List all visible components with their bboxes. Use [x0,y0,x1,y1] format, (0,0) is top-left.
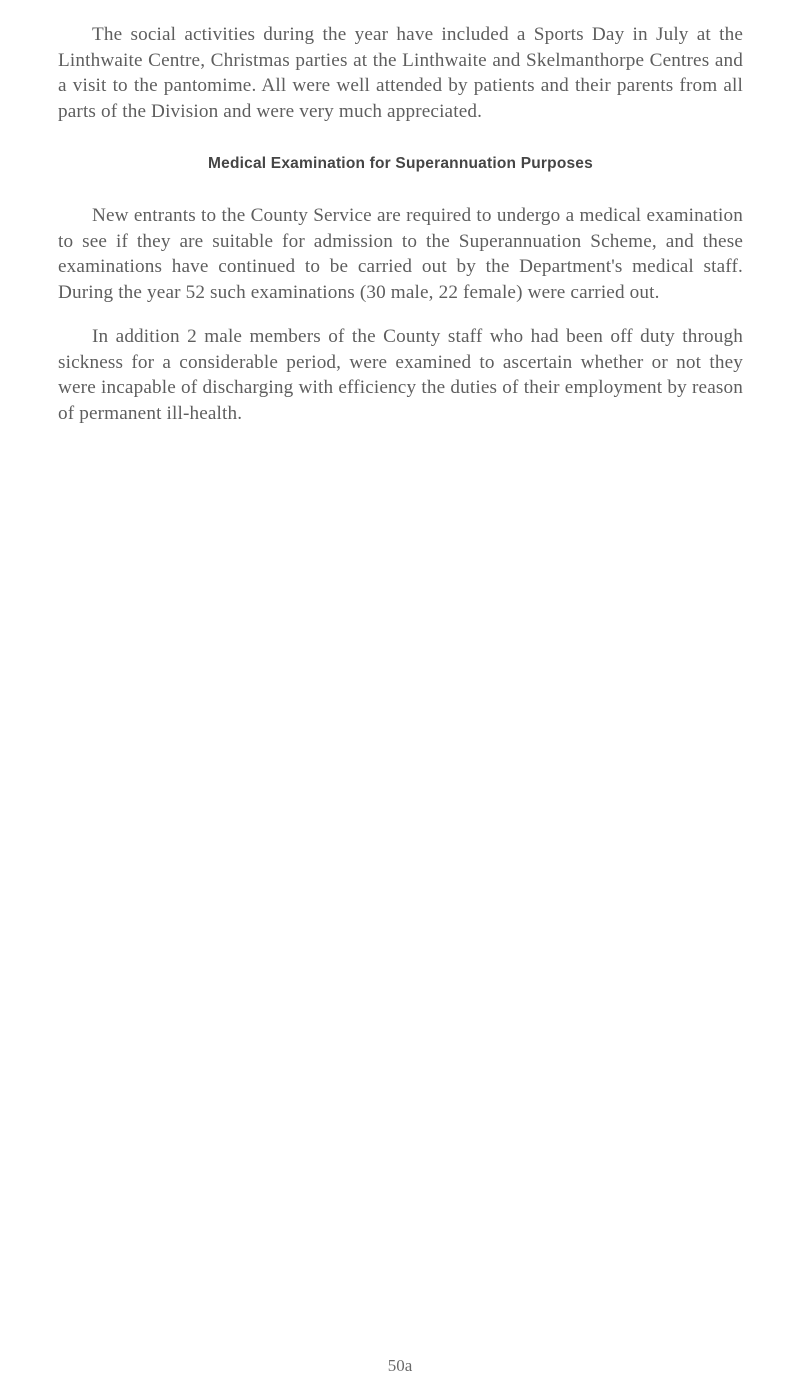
paragraph-new-entrants: New entrants to the County Service are required to undergo a medical examination to see if they are suitable for admission to the Superannuation Scheme, and these examinations have continued to be carried out by the Department's medical staff. During the year 52 such examinations (30 male, 22 female) were carried out. [58,205,743,303]
paragraph-sickness-examinations: In addition 2 male members of the County staff who had been off duty through sickness for a considerable period, were examined to ascertain whether or not they were incapable of discharging with efficiency the duties of their employment by reason of permanent ill-health. [58,326,743,424]
section-heading-superannuation: Medical Examination for Superannuation Purposes [208,155,593,172]
page-number: 50a [387,1356,413,1375]
paragraph-social-activities: The social activities during the year have included a Sports Day in July at the Linthwaite Centre, Christmas parties at the Linthwaite and Skelmanthorpe Centres and a visit to the pantomime. All were well attended by patients and their parents from all parts of the Division and were very much appreciated. [58,24,743,122]
document-page [58,22,743,426]
